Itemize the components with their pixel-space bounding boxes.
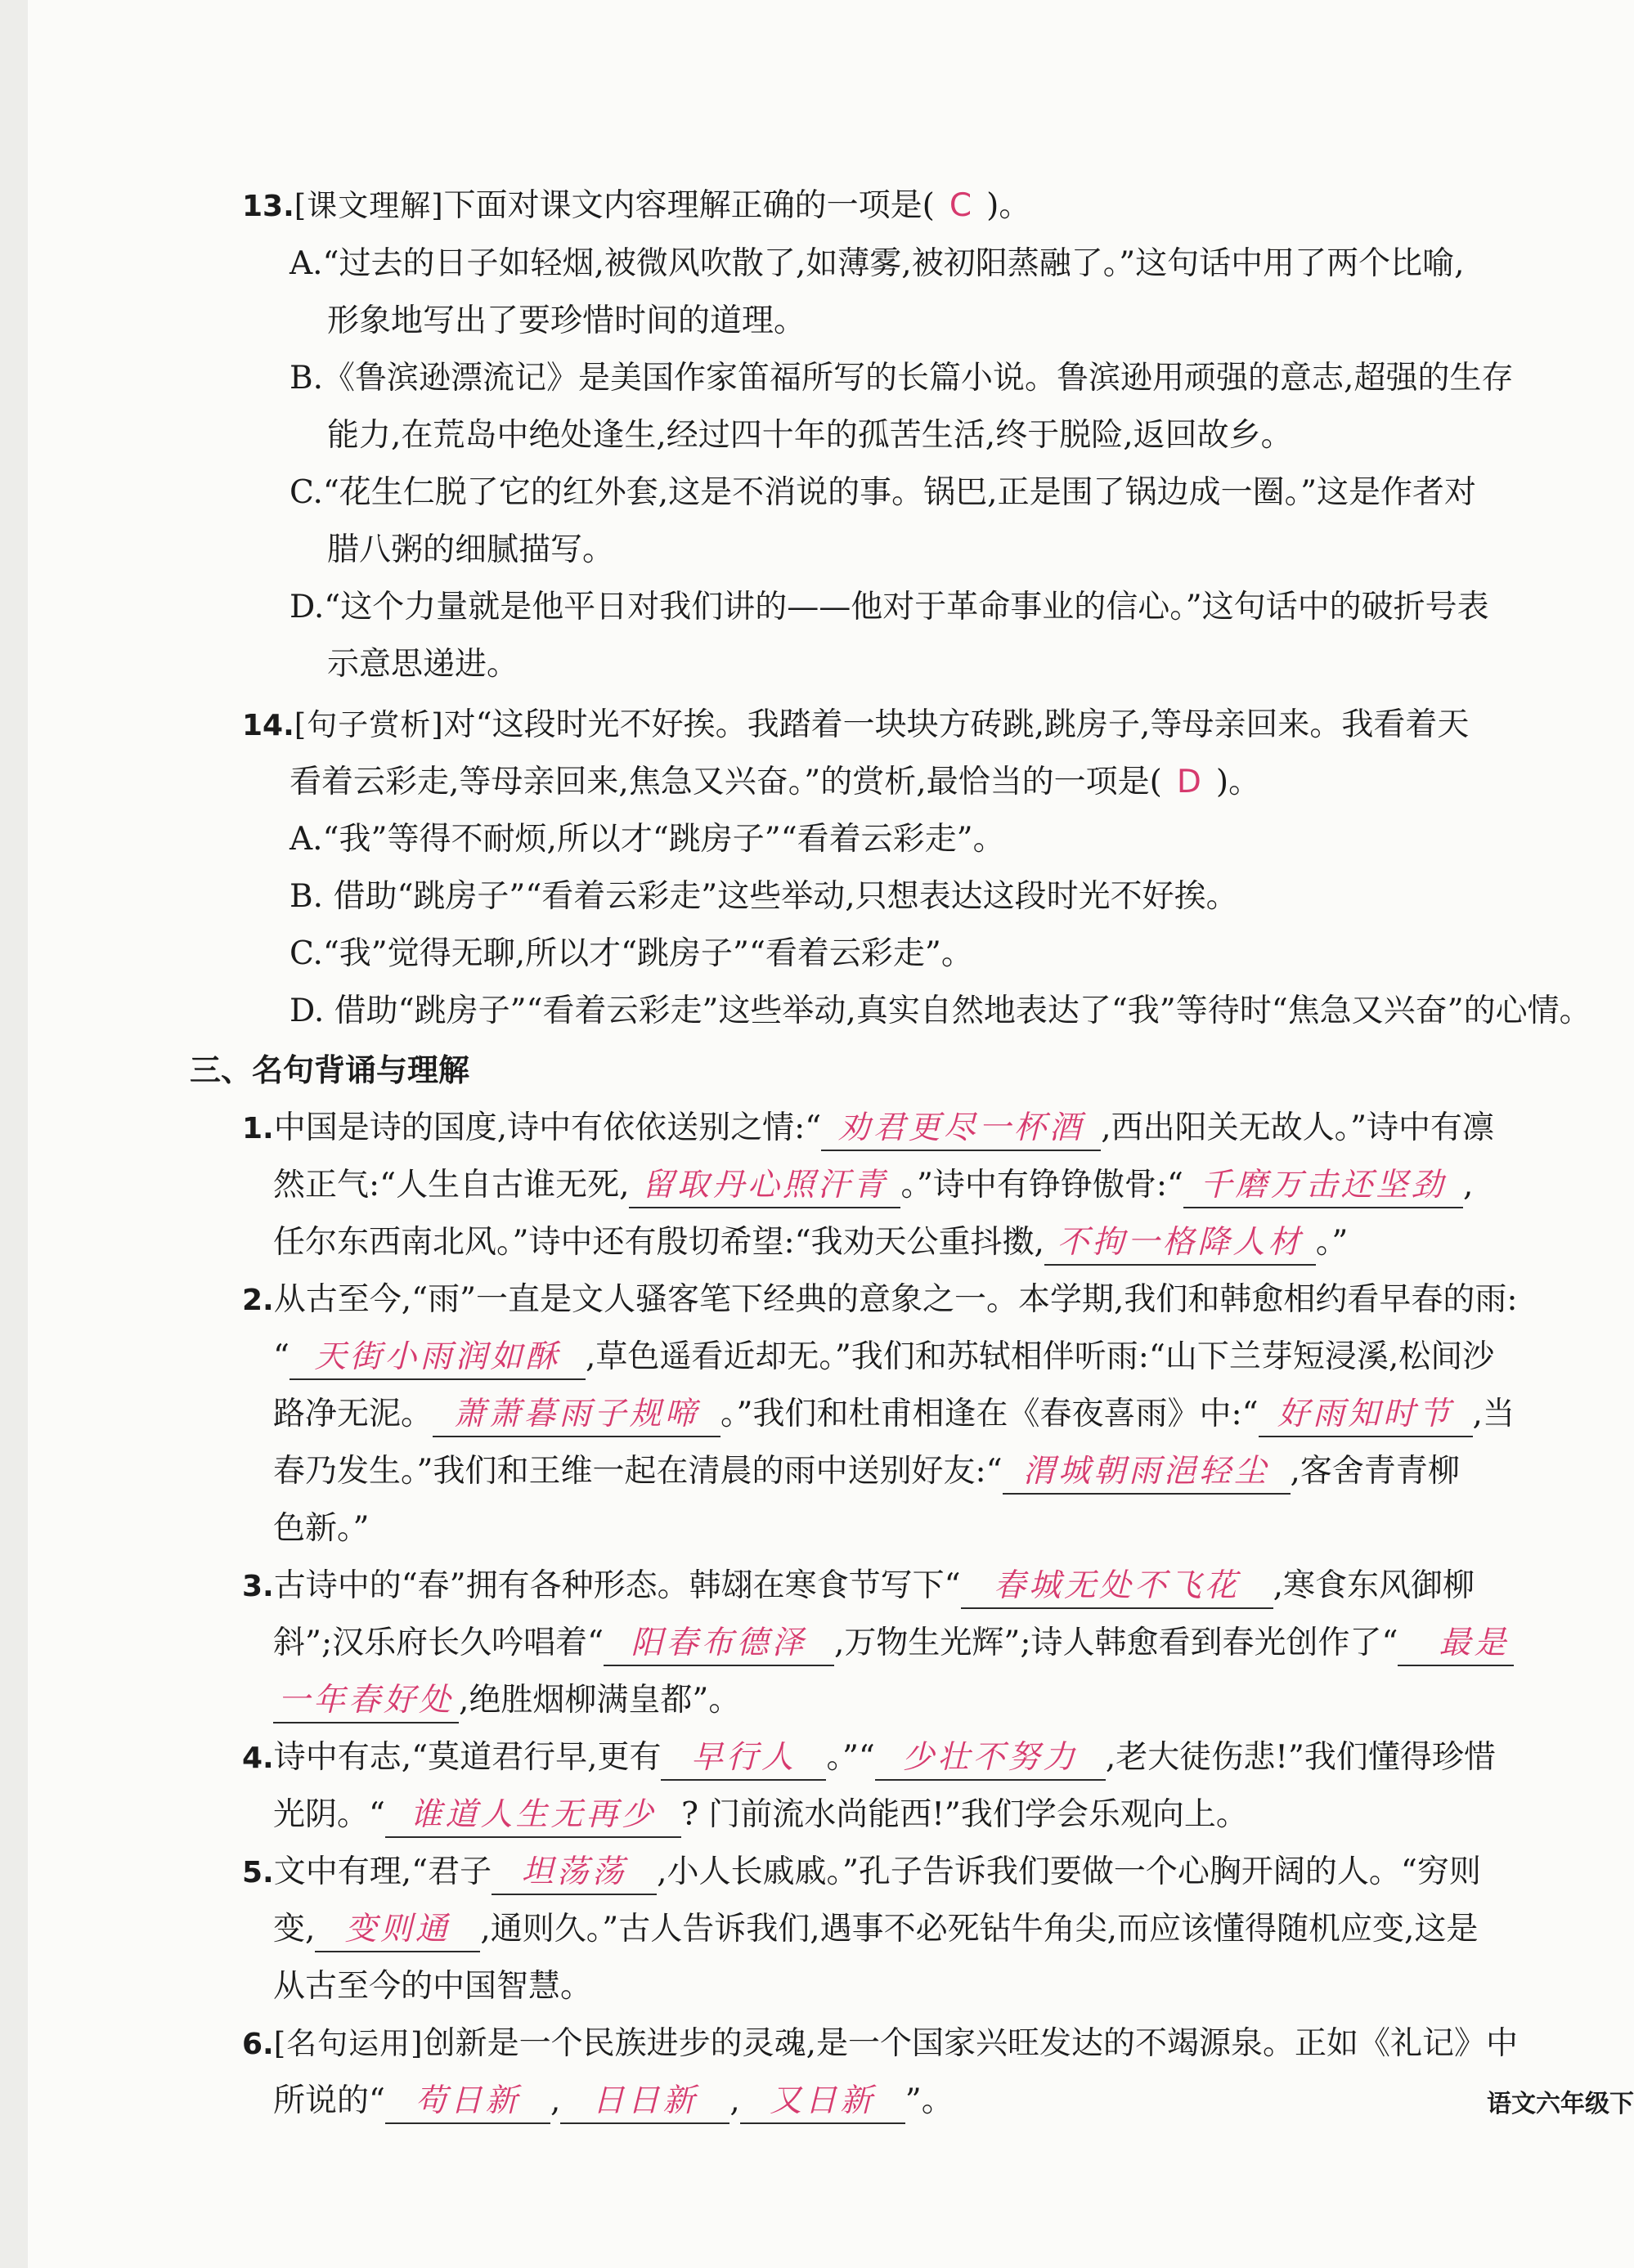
s3-text-1: 古诗中的“春”拥有各种形态。韩翃在寒食节写下“: [273, 1567, 961, 1604]
s5-answer-1[interactable]: 坦荡荡: [492, 1851, 657, 1895]
q14-stem-text-2: 看着云彩走,等母亲回来,焦急又兴奋。”的赏析,最恰当的一项是(: [290, 764, 1162, 800]
s6-line-1: [242, 2015, 1518, 2073]
s6-line-2: [273, 2073, 954, 2130]
q14-answer[interactable]: D: [1176, 764, 1201, 800]
q13-option-a: A.“过去的日子如轻烟,被微风吹散了,如薄雾,被初阳蒸融了。”这句话中用了两个比喻,: [290, 245, 1465, 282]
q14-stem: [242, 697, 1469, 754]
s4-answer-3[interactable]: 谁道人生无再少: [385, 1794, 681, 1838]
q14-tag: [句子赏析]: [294, 707, 444, 742]
s2-line-2: [273, 1329, 1494, 1386]
s1-line-2: [273, 1157, 1473, 1214]
s2-text-7: 春乃发生。”我们和王维一起在清晨的雨中送别好友:“: [273, 1453, 1003, 1490]
q13-answer[interactable]: C: [949, 187, 972, 224]
s2-text-6: ,当: [1472, 1396, 1515, 1432]
s2-line-4: [273, 1443, 1460, 1500]
s3-text-5: ,绝胜烟柳满皇都”。: [459, 1682, 741, 1719]
s5-text-3: 变,: [273, 1911, 316, 1948]
s5-line-3: 从古至今的中国智慧。: [273, 1968, 593, 2005]
q13-stem: [242, 177, 1030, 235]
s1-text-2: ,西出阳关无故人。”诗中有凛: [1101, 1109, 1495, 1146]
s1-answer-4[interactable]: 不拘一格降人材: [1044, 1221, 1316, 1266]
page-footer-label: 语文六年级下: [1487, 2090, 1634, 2118]
q14-stem-end: )。: [1215, 764, 1261, 800]
s1-answer-2[interactable]: 留取丹心照汗青: [629, 1164, 900, 1208]
s1-answer-3[interactable]: 千磨万击还坚劲: [1183, 1164, 1463, 1208]
s3-line-3: [273, 1672, 740, 1729]
s4-text-5: ? 门前流水尚能西!”我们学会乐观向上。: [680, 1796, 1248, 1833]
q13-option-c-cont: 腊八粥的细腻描写。: [327, 531, 615, 568]
s2-line-5: 色新。”: [273, 1510, 370, 1547]
q13-option-b: B.《鲁滨逊漂流记》是美国作家笛福所写的长篇小说。鲁滨逊用顽强的意志,超强的生存: [290, 360, 1514, 397]
s2-text-5: 。”我们和杜甫相逢在《春夜喜雨》中:“: [720, 1396, 1259, 1432]
s4-text-2: 。”“: [826, 1739, 875, 1776]
s3-text-3: 斜”;汉乐府长久吟唱着“: [273, 1625, 604, 1661]
s2-answer-4[interactable]: 渭城朝雨浥轻尘: [1003, 1450, 1291, 1495]
s4-answer-1[interactable]: 早行人: [661, 1737, 826, 1781]
q14-option-b: B. 借助“跳房子”“看着云彩走”这些举动,只想表达这段时光不好挨。: [290, 878, 1238, 915]
s6-answer-1[interactable]: 苟日新: [385, 2080, 550, 2124]
q13-option-c: C.“花生仁脱了它的红外套,这是不消说的事。锅巴,正是围了锅边成一圈。”这是作者对: [290, 474, 1477, 511]
s2-answer-3[interactable]: 好雨知时节: [1259, 1393, 1473, 1437]
s6-text-1: 创新是一个民族进步的灵魂,是一个国家兴旺发达的不竭源泉。正如《礼记》中: [423, 2025, 1519, 2062]
s1-text-6: 任尔东西南北风。”诗中还有殷切希望:“我劝天公重抖擞,: [273, 1224, 1044, 1261]
s2-answer-2[interactable]: 萧萧暮雨子规啼: [433, 1393, 720, 1437]
s4-text-3: ,老大徒伤悲!”我们懂得珍惜: [1105, 1739, 1496, 1776]
s1-line-1: [242, 1100, 1494, 1157]
s2-text-1: 从古至今,“雨”一直是文人骚客笔下经典的意象之一。本学期,我们和韩愈相约看早春的雨:: [273, 1281, 1518, 1318]
s5-text-1: 文中有理,“君子: [273, 1853, 492, 1890]
s4-text-4: 光阴。“: [273, 1796, 385, 1833]
q14-number: 14.: [242, 709, 294, 742]
s2-line-1: [242, 1271, 1518, 1329]
s6-sep-2: ,: [729, 2082, 740, 2119]
q13-stem-end: )。: [986, 187, 1031, 224]
s4-number: 4.: [242, 1741, 274, 1775]
s6-answer-3[interactable]: 又日新: [740, 2080, 905, 2124]
s3-answer-3-part1[interactable]: 最是: [1398, 1622, 1514, 1666]
s2-number: 2.: [242, 1284, 274, 1317]
s3-answer-2[interactable]: 阳春布德泽: [604, 1622, 834, 1666]
s5-line-1: [242, 1844, 1481, 1901]
s5-text-4: ,通则久。”古人告诉我们,遇事不必死钻牛角尖,而应该懂得随机应变,这是: [480, 1911, 1479, 1948]
s1-text-3: 然正气:“人生自古谁无死,: [273, 1167, 630, 1203]
q14-option-a: A.“我”等得不耐烦,所以才“跳房子”“看着云彩走”。: [290, 821, 1005, 858]
s6-answer-2[interactable]: 日日新: [560, 2080, 729, 2124]
q14-stem-cont: [290, 754, 1260, 811]
s3-text-4: ,万物生光辉”;诗人韩愈看到春光创作了“: [834, 1625, 1398, 1661]
s2-text-4: 路净无泥。: [273, 1396, 433, 1432]
s5-answer-2[interactable]: 变则通: [315, 1908, 480, 1952]
q14-option-c: C.“我”觉得无聊,所以才“跳房子”“看着云彩走”。: [290, 935, 973, 972]
s1-text-4: 。”诗中有铮铮傲骨:“: [900, 1167, 1184, 1203]
s6-text-3: ”。: [905, 2082, 954, 2119]
s4-text-1: 诗中有志,“莫道君行早,更有: [273, 1739, 662, 1776]
s6-text-2: 所说的“: [273, 2082, 385, 2119]
s1-text-7: 。”: [1315, 1224, 1349, 1261]
q13-option-d: D.“这个力量就是他平日对我们讲的——他对于革命事业的信心。”这句话中的破折号表: [290, 589, 1489, 625]
s6-tag: [名句运用]: [273, 2026, 424, 2061]
s1-text-5: ,: [1463, 1167, 1474, 1203]
s3-text-2: ,寒食东风御柳: [1273, 1567, 1475, 1604]
s2-text-8: ,客舍青青柳: [1290, 1453, 1460, 1490]
s1-text-1: 中国是诗的国度,诗中有依依送别之情:“: [273, 1109, 822, 1146]
q13-stem-text: 下面对课文内容理解正确的一项是(: [443, 187, 935, 224]
s1-number: 1.: [242, 1112, 274, 1145]
s4-line-1: [242, 1729, 1496, 1786]
s3-line-2: [273, 1615, 1514, 1672]
q13-option-d-cont: 示意思递进。: [327, 646, 519, 683]
s3-line-1: [242, 1558, 1475, 1615]
q13-option-b-cont: 能力,在荒岛中绝处逢生,经过四十年的孤苦生活,终于脱险,返回故乡。: [327, 417, 1293, 454]
s3-answer-3-part2[interactable]: 一年春好处: [273, 1679, 459, 1723]
s2-answer-1[interactable]: 天街小雨润如酥: [290, 1336, 586, 1380]
s5-number: 5.: [242, 1856, 274, 1889]
s1-answer-1[interactable]: 劝君更尽一杯酒: [821, 1107, 1101, 1151]
section-3-title: 三、名句背诵与理解: [190, 1052, 470, 1088]
s6-number: 6.: [242, 2028, 274, 2061]
q13-option-a-cont: 形象地写出了要珍惜时间的道理。: [327, 303, 806, 339]
q13-number: 13.: [242, 190, 294, 223]
s4-answer-2[interactable]: 少壮不努力: [875, 1737, 1106, 1781]
q14-option-d: D. 借助“跳房子”“看着云彩走”这些举动,真实自然地表达了“我”等待时“焦急又兴奋”的心情。: [290, 993, 1591, 1029]
s2-line-3: [273, 1386, 1515, 1443]
s3-answer-1[interactable]: 春城无处不飞花: [961, 1565, 1273, 1609]
s5-text-2: ,小人长戚戚。”孔子告诉我们要做一个心胸开阔的人。“穷则: [657, 1853, 1481, 1890]
q13-tag: [课文理解]: [294, 188, 444, 223]
s3-number: 3.: [242, 1570, 274, 1603]
s1-line-3: [273, 1214, 1348, 1271]
s4-line-2: [273, 1786, 1248, 1844]
q14-stem-text: 对“这段时光不好挨。我踏着一块块方砖跳,跳房子,等母亲回来。我看着天: [443, 706, 1470, 743]
s2-text-3: ,草色遥看近却无。”我们和苏轼相伴听雨:“山下兰芽短浸溪,松间沙: [585, 1338, 1495, 1375]
s2-text-2: “: [273, 1338, 290, 1375]
s5-line-2: [273, 1901, 1478, 1958]
s6-sep-1: ,: [550, 2082, 561, 2119]
